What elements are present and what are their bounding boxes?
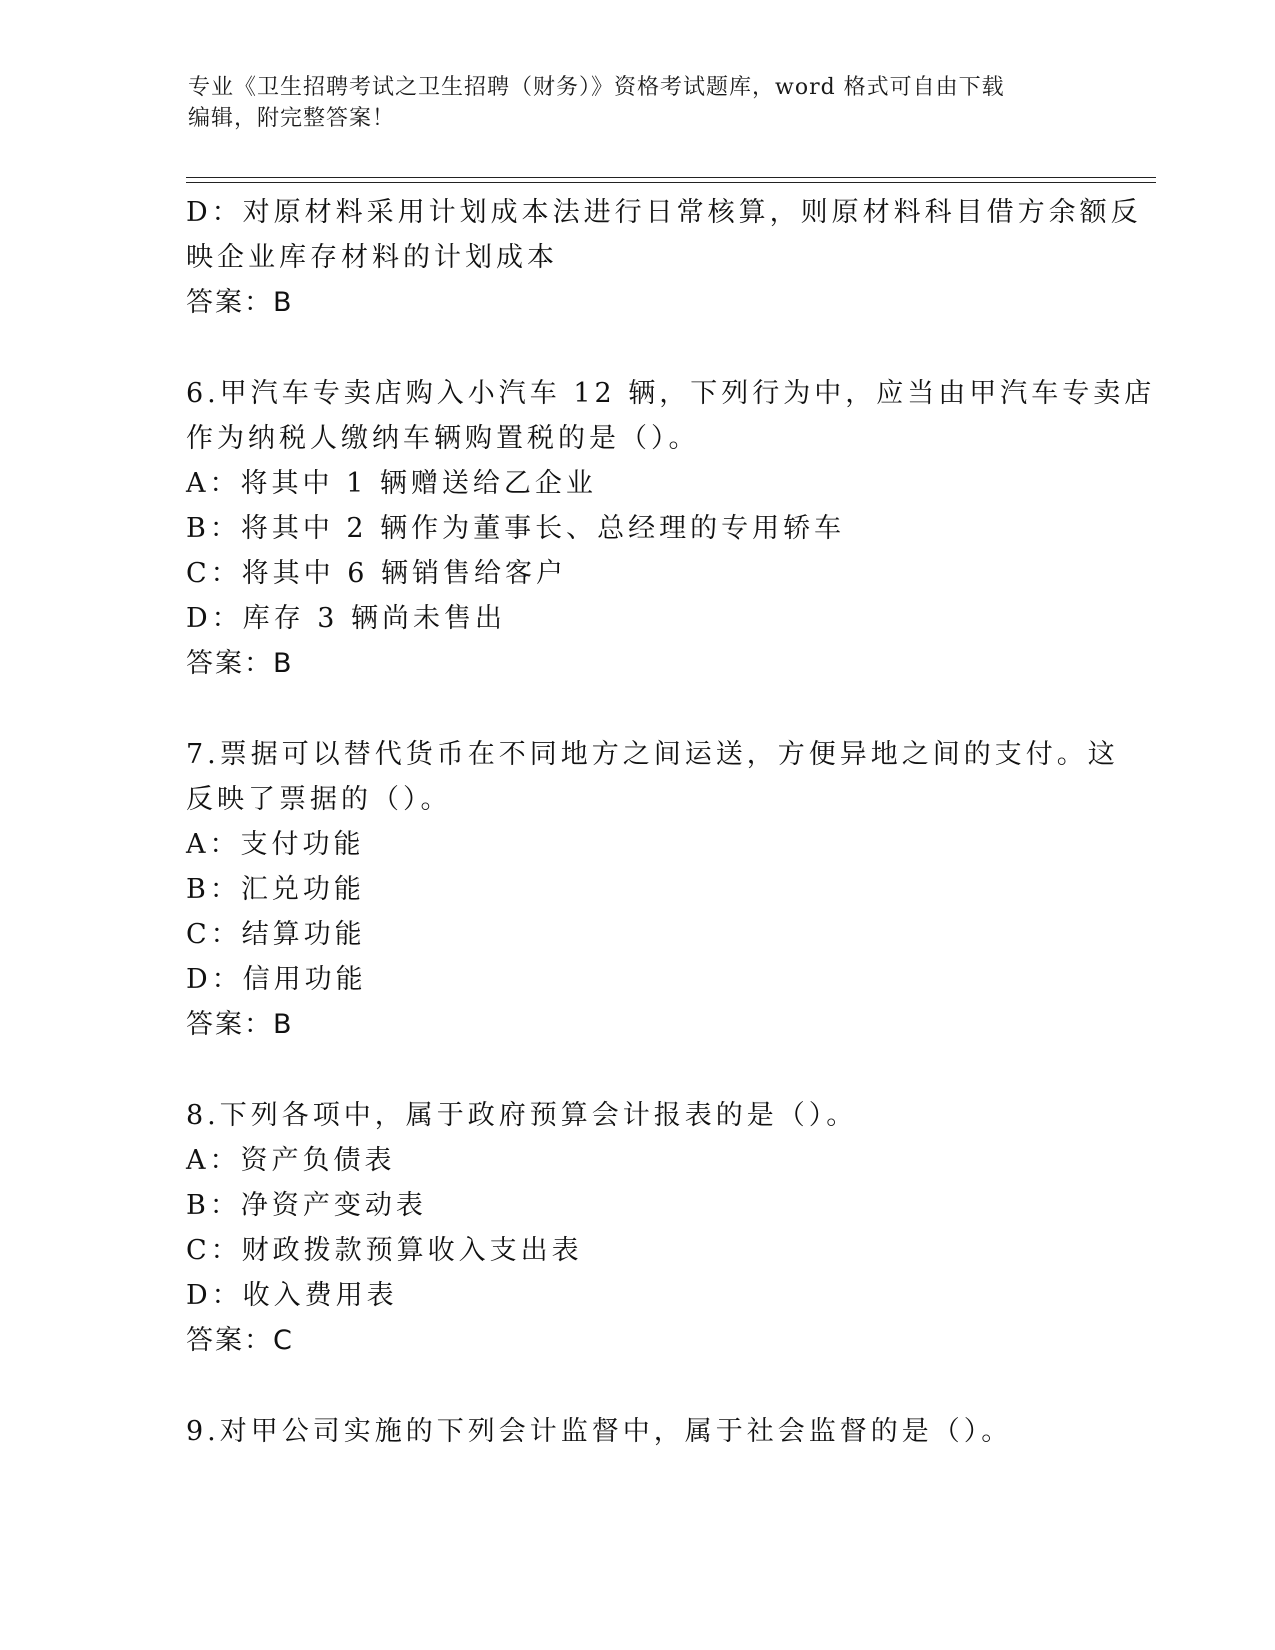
option-d: D：收入费用表 — [186, 1280, 398, 1311]
question-5-continuation — [186, 190, 1142, 325]
question-stem-continued: 作为纳税人缴纳车辆购置税的是（）。 — [186, 423, 700, 454]
header-divider — [186, 177, 1156, 183]
option-d: D：库存 3 辆尚未售出 — [186, 603, 506, 634]
option-b: B：将其中 2 辆作为董事长、总经理的专用轿车 — [186, 513, 846, 544]
option-d: D：信用功能 — [186, 964, 367, 995]
question-stem-continued: 反映了票据的（）。 — [186, 784, 452, 815]
document-body — [186, 190, 1156, 1454]
answer-line: 答案：B — [186, 1009, 294, 1040]
option-c: C：结算功能 — [186, 919, 366, 950]
header-line-1: 专业《卫生招聘考试之卫生招聘（财务）》资格考试题库，word 格式可自由下载 — [188, 75, 1005, 100]
option-a: A：资产负债表 — [186, 1145, 396, 1176]
option-d: D：对原材料采用计划成本法进行日常核算，则原材料科目借方余额反 — [186, 197, 1142, 228]
option-b: B：净资产变动表 — [186, 1190, 427, 1221]
option-a: A：支付功能 — [186, 829, 365, 860]
page-header — [188, 72, 1128, 134]
question-7 — [186, 732, 1119, 1047]
answer-line: 答案：B — [186, 287, 294, 318]
question-6 — [186, 371, 1156, 686]
question-stem: 7.票据可以替代货币在不同地方之间运送，方便异地之间的支付。这 — [186, 739, 1119, 770]
option-b: B：汇兑功能 — [186, 874, 365, 905]
option-a: A：将其中 1 辆赠送给乙企业 — [186, 468, 597, 499]
answer-line: 答案：B — [186, 648, 294, 679]
question-8 — [186, 1093, 1086, 1363]
option-c: C：将其中 6 辆销售给客户 — [186, 558, 568, 589]
option-d-continued: 映企业库存材料的计划成本 — [186, 242, 558, 273]
answer-line: 答案：C — [186, 1325, 294, 1356]
option-c: C：财政拨款预算收入支出表 — [186, 1235, 583, 1266]
question-stem: 6.甲汽车专卖店购入小汽车 12 辆，下列行为中，应当由甲汽车专卖店 — [186, 378, 1156, 409]
question-9 — [186, 1409, 1086, 1454]
header-line-2: 编辑，附完整答案！ — [188, 106, 396, 131]
question-stem: 8.下列各项中，属于政府预算会计报表的是（）。 — [186, 1100, 858, 1131]
question-stem: 9.对甲公司实施的下列会计监督中，属于社会监督的是（）。 — [186, 1416, 1013, 1447]
